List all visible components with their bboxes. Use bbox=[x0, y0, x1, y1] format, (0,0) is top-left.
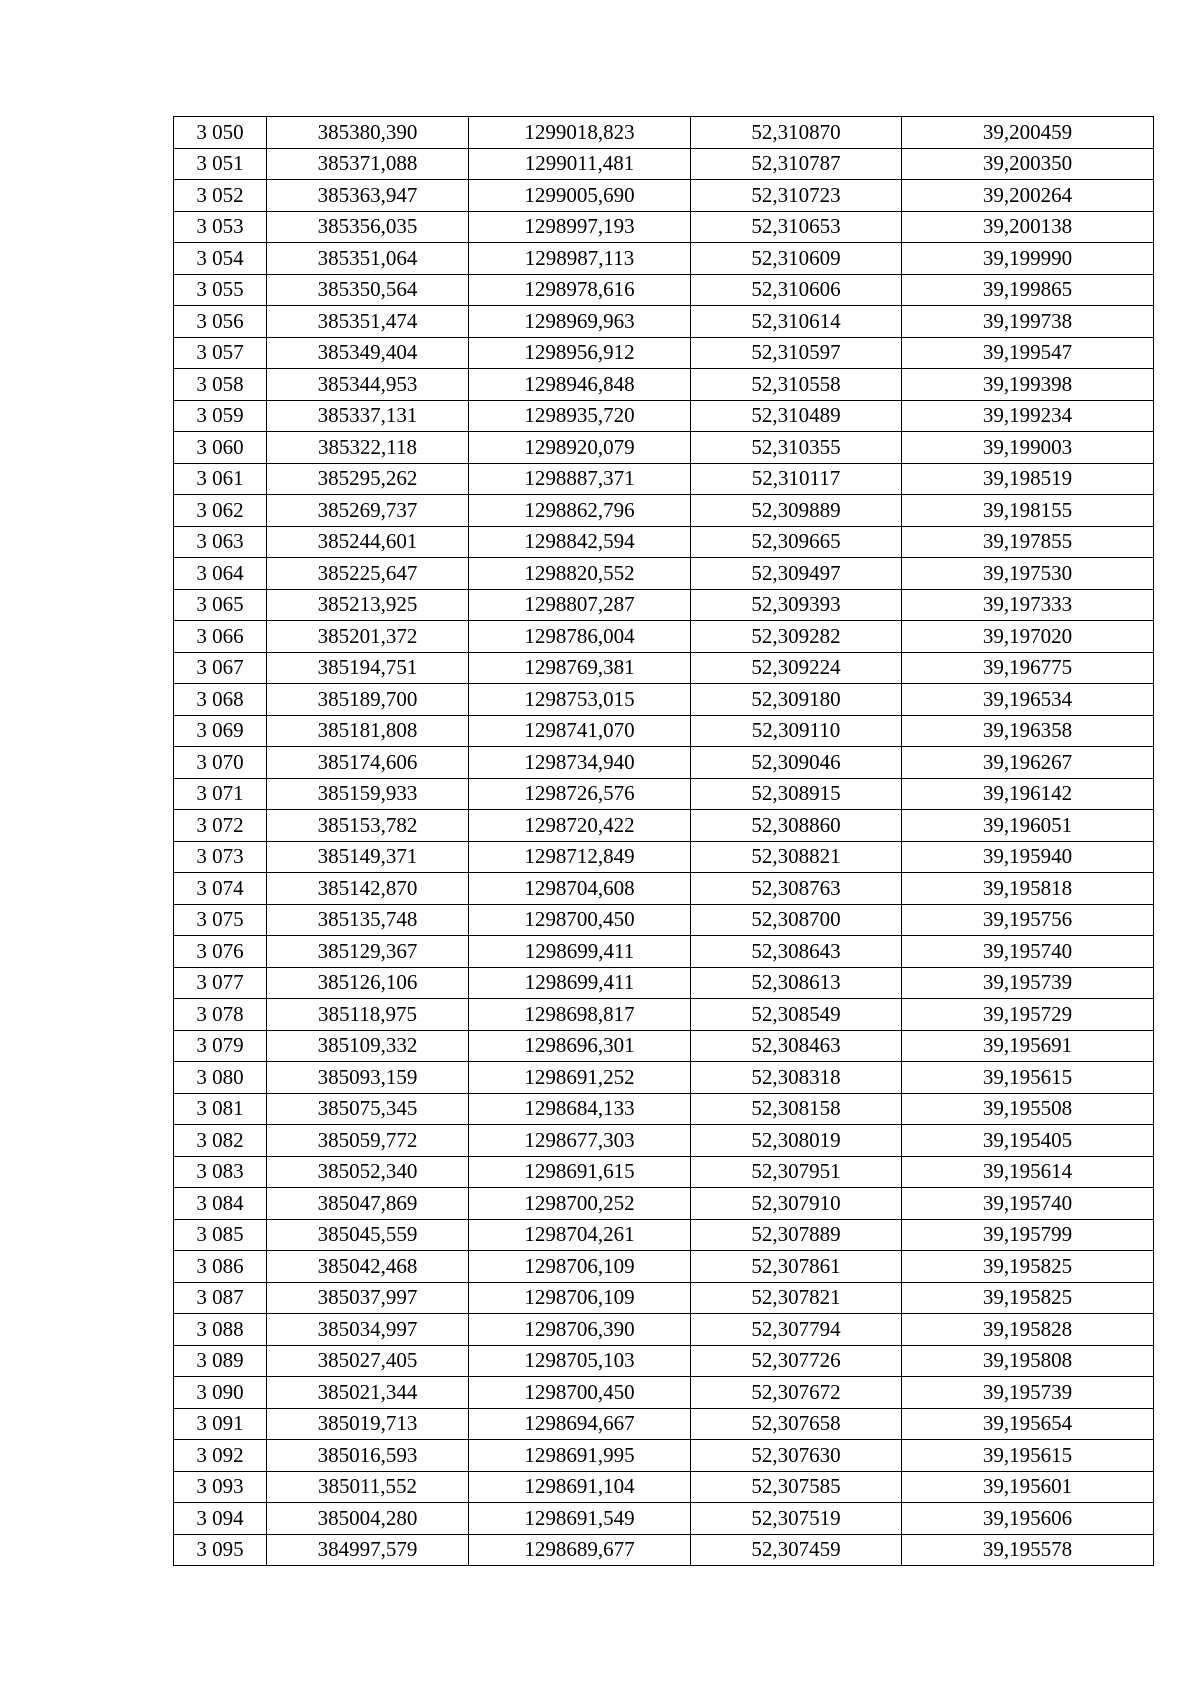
point-number-cell: 3 095 bbox=[174, 1534, 267, 1566]
x-coordinate-cell: 385213,925 bbox=[267, 589, 469, 621]
table-row bbox=[174, 463, 1154, 495]
point-number-cell: 3 057 bbox=[174, 337, 267, 369]
point-number-cell: 3 050 bbox=[174, 117, 267, 149]
latitude-cell: 52,307951 bbox=[691, 1156, 902, 1188]
point-number-cell: 3 071 bbox=[174, 778, 267, 810]
latitude-cell: 52,307658 bbox=[691, 1408, 902, 1440]
x-coordinate-cell: 385153,782 bbox=[267, 810, 469, 842]
table-row bbox=[174, 1314, 1154, 1346]
point-number-cell: 3 060 bbox=[174, 432, 267, 464]
x-coordinate-cell: 385349,404 bbox=[267, 337, 469, 369]
longitude-cell: 39,199547 bbox=[902, 337, 1154, 369]
table-row bbox=[174, 1503, 1154, 1535]
table-row bbox=[174, 1156, 1154, 1188]
x-coordinate-cell: 385351,474 bbox=[267, 306, 469, 338]
latitude-cell: 52,309110 bbox=[691, 715, 902, 747]
y-coordinate-cell: 1298741,070 bbox=[469, 715, 691, 747]
point-number-cell: 3 077 bbox=[174, 967, 267, 999]
y-coordinate-cell: 1298700,450 bbox=[469, 904, 691, 936]
longitude-cell: 39,196142 bbox=[902, 778, 1154, 810]
coordinates-table bbox=[173, 116, 1154, 1566]
latitude-cell: 52,307889 bbox=[691, 1219, 902, 1251]
x-coordinate-cell: 385380,390 bbox=[267, 117, 469, 149]
x-coordinate-cell: 385269,737 bbox=[267, 495, 469, 527]
latitude-cell: 52,308821 bbox=[691, 841, 902, 873]
latitude-cell: 52,309393 bbox=[691, 589, 902, 621]
longitude-cell: 39,195729 bbox=[902, 999, 1154, 1031]
longitude-cell: 39,196775 bbox=[902, 652, 1154, 684]
x-coordinate-cell: 385135,748 bbox=[267, 904, 469, 936]
longitude-cell: 39,197855 bbox=[902, 526, 1154, 558]
point-number-cell: 3 064 bbox=[174, 558, 267, 590]
latitude-cell: 52,308019 bbox=[691, 1125, 902, 1157]
table-row bbox=[174, 589, 1154, 621]
latitude-cell: 52,310606 bbox=[691, 274, 902, 306]
y-coordinate-cell: 1298700,252 bbox=[469, 1188, 691, 1220]
latitude-cell: 52,309282 bbox=[691, 621, 902, 653]
point-number-cell: 3 063 bbox=[174, 526, 267, 558]
table-row bbox=[174, 1534, 1154, 1566]
y-coordinate-cell: 1298691,615 bbox=[469, 1156, 691, 1188]
latitude-cell: 52,310653 bbox=[691, 211, 902, 243]
table-row bbox=[174, 621, 1154, 653]
y-coordinate-cell: 1298691,252 bbox=[469, 1062, 691, 1094]
x-coordinate-cell: 385037,997 bbox=[267, 1282, 469, 1314]
x-coordinate-cell: 385174,606 bbox=[267, 747, 469, 779]
longitude-cell: 39,195405 bbox=[902, 1125, 1154, 1157]
y-coordinate-cell: 1298691,549 bbox=[469, 1503, 691, 1535]
longitude-cell: 39,197333 bbox=[902, 589, 1154, 621]
latitude-cell: 52,307519 bbox=[691, 1503, 902, 1535]
latitude-cell: 52,307821 bbox=[691, 1282, 902, 1314]
point-number-cell: 3 090 bbox=[174, 1377, 267, 1409]
point-number-cell: 3 081 bbox=[174, 1093, 267, 1125]
table-row bbox=[174, 936, 1154, 968]
point-number-cell: 3 052 bbox=[174, 180, 267, 212]
x-coordinate-cell: 385075,345 bbox=[267, 1093, 469, 1125]
point-number-cell: 3 059 bbox=[174, 400, 267, 432]
table-row bbox=[174, 904, 1154, 936]
longitude-cell: 39,195578 bbox=[902, 1534, 1154, 1566]
x-coordinate-cell: 385045,559 bbox=[267, 1219, 469, 1251]
table-row bbox=[174, 967, 1154, 999]
latitude-cell: 52,308763 bbox=[691, 873, 902, 905]
y-coordinate-cell: 1298807,287 bbox=[469, 589, 691, 621]
y-coordinate-cell: 1298677,303 bbox=[469, 1125, 691, 1157]
latitude-cell: 52,309889 bbox=[691, 495, 902, 527]
latitude-cell: 52,309180 bbox=[691, 684, 902, 716]
latitude-cell: 52,307910 bbox=[691, 1188, 902, 1220]
longitude-cell: 39,196358 bbox=[902, 715, 1154, 747]
point-number-cell: 3 054 bbox=[174, 243, 267, 275]
longitude-cell: 39,195615 bbox=[902, 1440, 1154, 1472]
table-row bbox=[174, 432, 1154, 464]
point-number-cell: 3 053 bbox=[174, 211, 267, 243]
table-row bbox=[174, 1471, 1154, 1503]
x-coordinate-cell: 385126,106 bbox=[267, 967, 469, 999]
point-number-cell: 3 076 bbox=[174, 936, 267, 968]
longitude-cell: 39,199234 bbox=[902, 400, 1154, 432]
latitude-cell: 52,308915 bbox=[691, 778, 902, 810]
x-coordinate-cell: 385042,468 bbox=[267, 1251, 469, 1283]
point-number-cell: 3 088 bbox=[174, 1314, 267, 1346]
y-coordinate-cell: 1298935,720 bbox=[469, 400, 691, 432]
point-number-cell: 3 066 bbox=[174, 621, 267, 653]
longitude-cell: 39,195799 bbox=[902, 1219, 1154, 1251]
table-row bbox=[174, 369, 1154, 401]
longitude-cell: 39,195818 bbox=[902, 873, 1154, 905]
longitude-cell: 39,200459 bbox=[902, 117, 1154, 149]
point-number-cell: 3 074 bbox=[174, 873, 267, 905]
point-number-cell: 3 093 bbox=[174, 1471, 267, 1503]
longitude-cell: 39,195508 bbox=[902, 1093, 1154, 1125]
longitude-cell: 39,200138 bbox=[902, 211, 1154, 243]
x-coordinate-cell: 385225,647 bbox=[267, 558, 469, 590]
longitude-cell: 39,195740 bbox=[902, 1188, 1154, 1220]
longitude-cell: 39,199398 bbox=[902, 369, 1154, 401]
x-coordinate-cell: 385351,064 bbox=[267, 243, 469, 275]
longitude-cell: 39,195828 bbox=[902, 1314, 1154, 1346]
longitude-cell: 39,198519 bbox=[902, 463, 1154, 495]
x-coordinate-cell: 385201,372 bbox=[267, 621, 469, 653]
x-coordinate-cell: 385350,564 bbox=[267, 274, 469, 306]
y-coordinate-cell: 1298694,667 bbox=[469, 1408, 691, 1440]
longitude-cell: 39,196534 bbox=[902, 684, 1154, 716]
point-number-cell: 3 051 bbox=[174, 148, 267, 180]
longitude-cell: 39,200264 bbox=[902, 180, 1154, 212]
y-coordinate-cell: 1298726,576 bbox=[469, 778, 691, 810]
longitude-cell: 39,195940 bbox=[902, 841, 1154, 873]
x-coordinate-cell: 385244,601 bbox=[267, 526, 469, 558]
latitude-cell: 52,310609 bbox=[691, 243, 902, 275]
point-number-cell: 3 070 bbox=[174, 747, 267, 779]
table-row bbox=[174, 558, 1154, 590]
point-number-cell: 3 084 bbox=[174, 1188, 267, 1220]
latitude-cell: 52,310614 bbox=[691, 306, 902, 338]
point-number-cell: 3 072 bbox=[174, 810, 267, 842]
latitude-cell: 52,310489 bbox=[691, 400, 902, 432]
y-coordinate-cell: 1298704,608 bbox=[469, 873, 691, 905]
y-coordinate-cell: 1298706,109 bbox=[469, 1282, 691, 1314]
y-coordinate-cell: 1298969,963 bbox=[469, 306, 691, 338]
longitude-cell: 39,195739 bbox=[902, 1377, 1154, 1409]
latitude-cell: 52,310723 bbox=[691, 180, 902, 212]
x-coordinate-cell: 385109,332 bbox=[267, 1030, 469, 1062]
x-coordinate-cell: 385019,713 bbox=[267, 1408, 469, 1440]
table-row bbox=[174, 747, 1154, 779]
x-coordinate-cell: 385194,751 bbox=[267, 652, 469, 684]
x-coordinate-cell: 385356,035 bbox=[267, 211, 469, 243]
table-row bbox=[174, 652, 1154, 684]
table-row bbox=[174, 400, 1154, 432]
y-coordinate-cell: 1299018,823 bbox=[469, 117, 691, 149]
table-row bbox=[174, 526, 1154, 558]
x-coordinate-cell: 385047,869 bbox=[267, 1188, 469, 1220]
table-row bbox=[174, 1440, 1154, 1472]
latitude-cell: 52,310597 bbox=[691, 337, 902, 369]
point-number-cell: 3 079 bbox=[174, 1030, 267, 1062]
point-number-cell: 3 067 bbox=[174, 652, 267, 684]
table-row bbox=[174, 337, 1154, 369]
longitude-cell: 39,199003 bbox=[902, 432, 1154, 464]
latitude-cell: 52,307459 bbox=[691, 1534, 902, 1566]
point-number-cell: 3 092 bbox=[174, 1440, 267, 1472]
x-coordinate-cell: 385118,975 bbox=[267, 999, 469, 1031]
x-coordinate-cell: 385295,262 bbox=[267, 463, 469, 495]
y-coordinate-cell: 1298997,193 bbox=[469, 211, 691, 243]
table-row bbox=[174, 1062, 1154, 1094]
longitude-cell: 39,195606 bbox=[902, 1503, 1154, 1535]
table-row bbox=[174, 117, 1154, 149]
y-coordinate-cell: 1298862,796 bbox=[469, 495, 691, 527]
x-coordinate-cell: 384997,579 bbox=[267, 1534, 469, 1566]
y-coordinate-cell: 1298842,594 bbox=[469, 526, 691, 558]
y-coordinate-cell: 1298689,677 bbox=[469, 1534, 691, 1566]
latitude-cell: 52,309665 bbox=[691, 526, 902, 558]
table-row bbox=[174, 841, 1154, 873]
longitude-cell: 39,195691 bbox=[902, 1030, 1154, 1062]
longitude-cell: 39,195756 bbox=[902, 904, 1154, 936]
y-coordinate-cell: 1299011,481 bbox=[469, 148, 691, 180]
y-coordinate-cell: 1298734,940 bbox=[469, 747, 691, 779]
latitude-cell: 52,307585 bbox=[691, 1471, 902, 1503]
x-coordinate-cell: 385034,997 bbox=[267, 1314, 469, 1346]
latitude-cell: 52,310355 bbox=[691, 432, 902, 464]
y-coordinate-cell: 1298720,422 bbox=[469, 810, 691, 842]
y-coordinate-cell: 1298753,015 bbox=[469, 684, 691, 716]
latitude-cell: 52,308158 bbox=[691, 1093, 902, 1125]
x-coordinate-cell: 385363,947 bbox=[267, 180, 469, 212]
y-coordinate-cell: 1298956,912 bbox=[469, 337, 691, 369]
x-coordinate-cell: 385052,340 bbox=[267, 1156, 469, 1188]
y-coordinate-cell: 1298691,995 bbox=[469, 1440, 691, 1472]
table-row bbox=[174, 1345, 1154, 1377]
longitude-cell: 39,199990 bbox=[902, 243, 1154, 275]
latitude-cell: 52,307726 bbox=[691, 1345, 902, 1377]
latitude-cell: 52,307672 bbox=[691, 1377, 902, 1409]
point-number-cell: 3 058 bbox=[174, 369, 267, 401]
table-row bbox=[174, 715, 1154, 747]
x-coordinate-cell: 385322,118 bbox=[267, 432, 469, 464]
y-coordinate-cell: 1298706,390 bbox=[469, 1314, 691, 1346]
table-row bbox=[174, 180, 1154, 212]
latitude-cell: 52,309497 bbox=[691, 558, 902, 590]
point-number-cell: 3 068 bbox=[174, 684, 267, 716]
point-number-cell: 3 073 bbox=[174, 841, 267, 873]
longitude-cell: 39,195614 bbox=[902, 1156, 1154, 1188]
table-row bbox=[174, 999, 1154, 1031]
y-coordinate-cell: 1299005,690 bbox=[469, 180, 691, 212]
x-coordinate-cell: 385021,344 bbox=[267, 1377, 469, 1409]
x-coordinate-cell: 385142,870 bbox=[267, 873, 469, 905]
y-coordinate-cell: 1298698,817 bbox=[469, 999, 691, 1031]
point-number-cell: 3 089 bbox=[174, 1345, 267, 1377]
table-row bbox=[174, 684, 1154, 716]
latitude-cell: 52,310787 bbox=[691, 148, 902, 180]
point-number-cell: 3 062 bbox=[174, 495, 267, 527]
table-row bbox=[174, 1125, 1154, 1157]
longitude-cell: 39,195654 bbox=[902, 1408, 1154, 1440]
latitude-cell: 52,310117 bbox=[691, 463, 902, 495]
y-coordinate-cell: 1298978,616 bbox=[469, 274, 691, 306]
longitude-cell: 39,197020 bbox=[902, 621, 1154, 653]
longitude-cell: 39,195740 bbox=[902, 936, 1154, 968]
y-coordinate-cell: 1298696,301 bbox=[469, 1030, 691, 1062]
y-coordinate-cell: 1298887,371 bbox=[469, 463, 691, 495]
table-row bbox=[174, 243, 1154, 275]
longitude-cell: 39,198155 bbox=[902, 495, 1154, 527]
longitude-cell: 39,195739 bbox=[902, 967, 1154, 999]
x-coordinate-cell: 385344,953 bbox=[267, 369, 469, 401]
latitude-cell: 52,307861 bbox=[691, 1251, 902, 1283]
longitude-cell: 39,196267 bbox=[902, 747, 1154, 779]
y-coordinate-cell: 1298706,109 bbox=[469, 1251, 691, 1283]
point-number-cell: 3 069 bbox=[174, 715, 267, 747]
longitude-cell: 39,199865 bbox=[902, 274, 1154, 306]
y-coordinate-cell: 1298987,113 bbox=[469, 243, 691, 275]
table-row bbox=[174, 1251, 1154, 1283]
table-row bbox=[174, 1219, 1154, 1251]
point-number-cell: 3 065 bbox=[174, 589, 267, 621]
latitude-cell: 52,310558 bbox=[691, 369, 902, 401]
longitude-cell: 39,199738 bbox=[902, 306, 1154, 338]
table-row bbox=[174, 873, 1154, 905]
latitude-cell: 52,308549 bbox=[691, 999, 902, 1031]
y-coordinate-cell: 1298705,103 bbox=[469, 1345, 691, 1377]
y-coordinate-cell: 1298820,552 bbox=[469, 558, 691, 590]
point-number-cell: 3 086 bbox=[174, 1251, 267, 1283]
longitude-cell: 39,197530 bbox=[902, 558, 1154, 590]
x-coordinate-cell: 385004,280 bbox=[267, 1503, 469, 1535]
point-number-cell: 3 091 bbox=[174, 1408, 267, 1440]
longitude-cell: 39,195825 bbox=[902, 1251, 1154, 1283]
x-coordinate-cell: 385189,700 bbox=[267, 684, 469, 716]
latitude-cell: 52,308643 bbox=[691, 936, 902, 968]
point-number-cell: 3 087 bbox=[174, 1282, 267, 1314]
latitude-cell: 52,309046 bbox=[691, 747, 902, 779]
y-coordinate-cell: 1298920,079 bbox=[469, 432, 691, 464]
y-coordinate-cell: 1298699,411 bbox=[469, 936, 691, 968]
point-number-cell: 3 055 bbox=[174, 274, 267, 306]
table-row bbox=[174, 1408, 1154, 1440]
table-row bbox=[174, 1093, 1154, 1125]
point-number-cell: 3 083 bbox=[174, 1156, 267, 1188]
point-number-cell: 3 078 bbox=[174, 999, 267, 1031]
x-coordinate-cell: 385371,088 bbox=[267, 148, 469, 180]
x-coordinate-cell: 385149,371 bbox=[267, 841, 469, 873]
x-coordinate-cell: 385181,808 bbox=[267, 715, 469, 747]
table-row bbox=[174, 810, 1154, 842]
point-number-cell: 3 056 bbox=[174, 306, 267, 338]
latitude-cell: 52,307794 bbox=[691, 1314, 902, 1346]
y-coordinate-cell: 1298769,381 bbox=[469, 652, 691, 684]
table-row bbox=[174, 1282, 1154, 1314]
table-row bbox=[174, 1188, 1154, 1220]
y-coordinate-cell: 1298684,133 bbox=[469, 1093, 691, 1125]
y-coordinate-cell: 1298712,849 bbox=[469, 841, 691, 873]
latitude-cell: 52,308318 bbox=[691, 1062, 902, 1094]
latitude-cell: 52,307630 bbox=[691, 1440, 902, 1472]
longitude-cell: 39,195601 bbox=[902, 1471, 1154, 1503]
point-number-cell: 3 075 bbox=[174, 904, 267, 936]
table-row bbox=[174, 495, 1154, 527]
point-number-cell: 3 080 bbox=[174, 1062, 267, 1094]
latitude-cell: 52,308613 bbox=[691, 967, 902, 999]
table-row bbox=[174, 778, 1154, 810]
latitude-cell: 52,309224 bbox=[691, 652, 902, 684]
longitude-cell: 39,195825 bbox=[902, 1282, 1154, 1314]
longitude-cell: 39,195615 bbox=[902, 1062, 1154, 1094]
x-coordinate-cell: 385027,405 bbox=[267, 1345, 469, 1377]
x-coordinate-cell: 385059,772 bbox=[267, 1125, 469, 1157]
table-row bbox=[174, 306, 1154, 338]
longitude-cell: 39,200350 bbox=[902, 148, 1154, 180]
latitude-cell: 52,308463 bbox=[691, 1030, 902, 1062]
latitude-cell: 52,308860 bbox=[691, 810, 902, 842]
point-number-cell: 3 085 bbox=[174, 1219, 267, 1251]
coordinates-table-body bbox=[174, 117, 1154, 1566]
x-coordinate-cell: 385016,593 bbox=[267, 1440, 469, 1472]
table-row bbox=[174, 211, 1154, 243]
y-coordinate-cell: 1298700,450 bbox=[469, 1377, 691, 1409]
x-coordinate-cell: 385011,552 bbox=[267, 1471, 469, 1503]
x-coordinate-cell: 385093,159 bbox=[267, 1062, 469, 1094]
table-row bbox=[174, 274, 1154, 306]
point-number-cell: 3 094 bbox=[174, 1503, 267, 1535]
latitude-cell: 52,310870 bbox=[691, 117, 902, 149]
longitude-cell: 39,196051 bbox=[902, 810, 1154, 842]
point-number-cell: 3 061 bbox=[174, 463, 267, 495]
table-row bbox=[174, 1030, 1154, 1062]
point-number-cell: 3 082 bbox=[174, 1125, 267, 1157]
longitude-cell: 39,195808 bbox=[902, 1345, 1154, 1377]
x-coordinate-cell: 385159,933 bbox=[267, 778, 469, 810]
latitude-cell: 52,308700 bbox=[691, 904, 902, 936]
table-row bbox=[174, 1377, 1154, 1409]
y-coordinate-cell: 1298704,261 bbox=[469, 1219, 691, 1251]
y-coordinate-cell: 1298691,104 bbox=[469, 1471, 691, 1503]
table-row bbox=[174, 148, 1154, 180]
y-coordinate-cell: 1298946,848 bbox=[469, 369, 691, 401]
x-coordinate-cell: 385129,367 bbox=[267, 936, 469, 968]
y-coordinate-cell: 1298786,004 bbox=[469, 621, 691, 653]
y-coordinate-cell: 1298699,411 bbox=[469, 967, 691, 999]
x-coordinate-cell: 385337,131 bbox=[267, 400, 469, 432]
